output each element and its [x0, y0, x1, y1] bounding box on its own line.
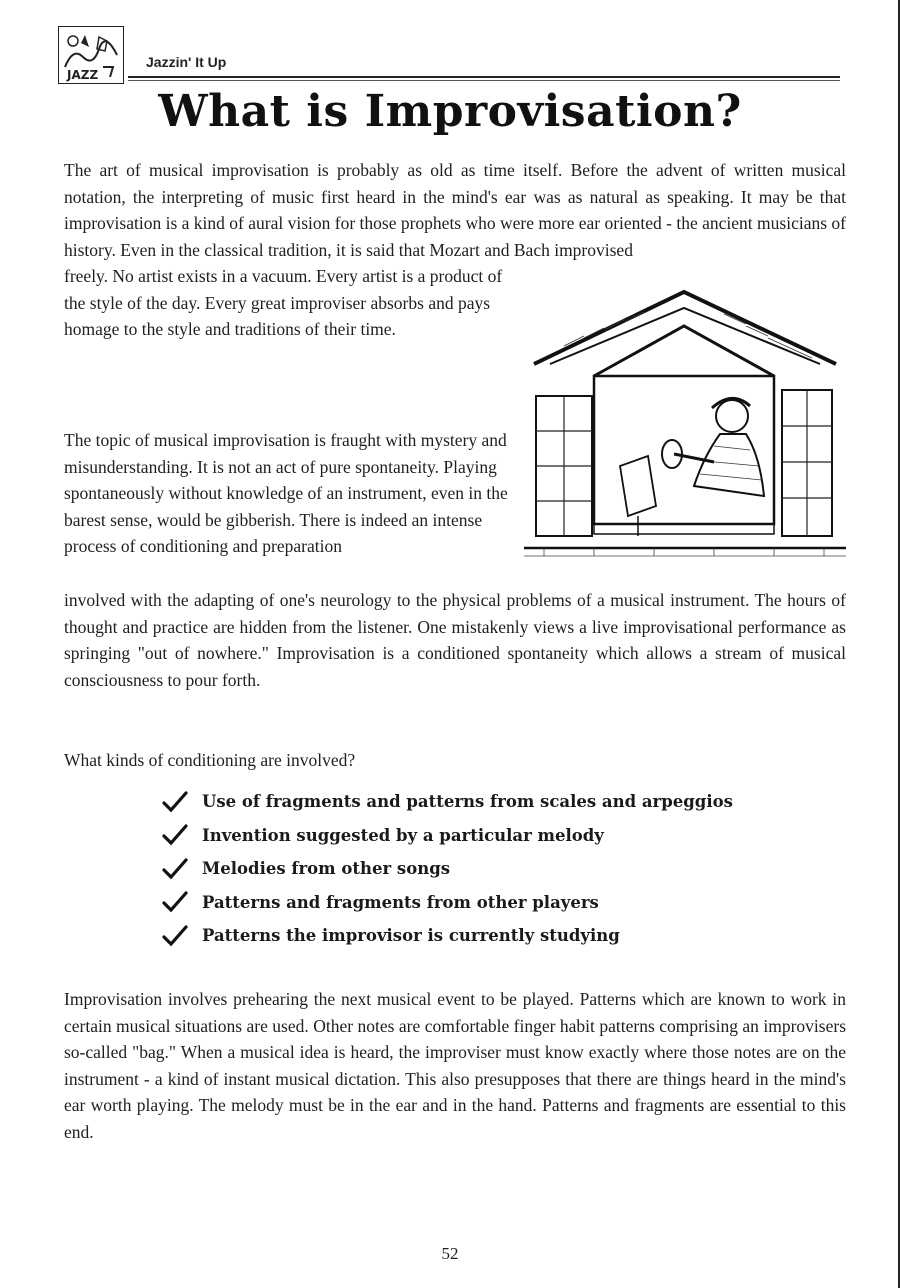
jazzin-logo-icon [58, 26, 124, 84]
list-item [162, 919, 802, 953]
page-number: 52 [441, 1244, 459, 1263]
checkmark-icon [162, 924, 188, 948]
checkmark-icon [162, 823, 188, 847]
paragraph-topic-continued: involved with the adapting of one's neurology to the physical problems of a musical instrument. The hours of thought and practice are hidden from the listener. One mistakenly views a live improvisational performance as springing "out of nowhere." Improvisation is a conditioned spontaneity which allows a stream of musical consciousness to pour forth. [64, 590, 846, 690]
page-title: What is Improvisation? [158, 86, 742, 137]
checklist-item-text: Invention suggested by a particular melody [202, 825, 604, 845]
paragraph-intro-continued: freely. No artist exists in a vacuum. Every artist is a product of the style of the day. Every great improviser absorbs and pays homage to the style and traditions of their time. [64, 266, 503, 339]
header-rule [128, 76, 840, 78]
running-head: Jazzin' It Up [146, 54, 227, 70]
checklist-item-text: Melodies from other songs [202, 859, 451, 879]
checklist-item-text: Use of fragments and patterns from scales and arpeggios [202, 792, 733, 812]
header-rule-thin [128, 80, 840, 81]
checkmark-icon [162, 790, 188, 814]
list-item [162, 852, 802, 886]
paragraph-intro: The art of musical improvisation is probably as old as time itself. Before the advent of written musical notation, the interpreting of music first heard in the mind's ear was as natural as speaking. It may be that improvisation is a kind of aural vision for those prophets who were more ear oriented - the ancient musicians of history. Even in the classical tradition, it is said that Mozart and Bach improvised [64, 160, 846, 260]
checkmark-icon [162, 857, 188, 881]
checklist-item-text: Patterns and fragments from other players [202, 892, 599, 912]
checklist-item-text: Patterns the improvisor is currently studying [202, 926, 620, 946]
svg-text:JAZZ: JAZZ [67, 68, 99, 82]
checkmark-icon [162, 890, 188, 914]
list-item [162, 819, 802, 853]
paragraph-closing: Improvisation involves prehearing the next musical event to be played. Patterns which are known to work in certain musical situations are used. Other notes are comfortable finger habit patterns comprising an improvisers so-called "bag." When a musical idea is heard, the improviser must know exactly where those notes are on the instrument - a kind of instant musical dictation. This also presupposes that there are things heard in the mind's ear worth playing. The melody must be in the ear and in the hand. Patterns and fragments are essential to this end. [64, 989, 846, 1142]
paragraph-topic: The topic of musical improvisation is fraught with mystery and misunderstanding. It is not an act of pure spontaneity. Playing spontaneously without knowledge of an instrument, even in the barest sense, would be gibberish. There is indeed an intense process of conditioning and preparation [64, 430, 508, 556]
list-item [162, 886, 802, 920]
question-line: What kinds of conditioning are involved? [64, 750, 356, 770]
musician-in-window-illustration [524, 286, 846, 564]
list-item [162, 785, 802, 819]
conditioning-checklist [162, 785, 802, 953]
